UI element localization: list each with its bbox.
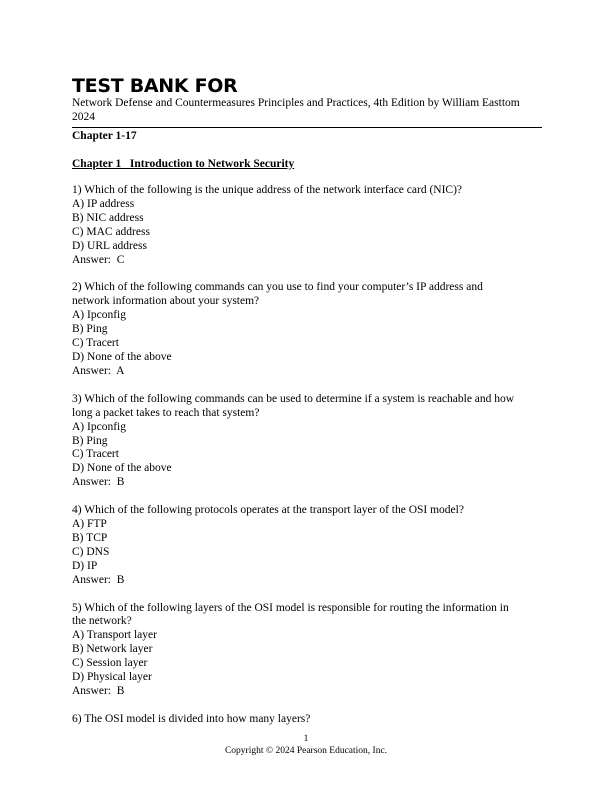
question-text: 5) Which of the following layers of the OSI model is responsible for routing the information in: [72, 601, 509, 614]
answer-option: C) Tracert: [72, 448, 119, 461]
question-text: 4) Which of the following protocols operates at the transport layer of the OSI model?: [72, 504, 464, 517]
page-number: 1: [303, 734, 309, 744]
answer-option: A) Transport layer: [72, 629, 157, 642]
question-item: [72, 602, 542, 699]
answer-option: B) Network layer: [72, 643, 153, 656]
answer-option: C) Tracert: [72, 337, 119, 350]
question-text: long a packet takes to reach that system?: [72, 406, 260, 419]
question-list: [72, 184, 542, 741]
question-text: the network?: [72, 615, 132, 628]
question-item: [72, 184, 542, 267]
answer-key: Answer: A: [72, 364, 125, 377]
answer-option: D) Physical layer: [72, 671, 152, 684]
question-text: 1) Which of the following is the unique address of the network interface card (NIC)?: [72, 184, 463, 196]
question-item: [72, 393, 542, 490]
answer-option: A) IP address: [72, 197, 135, 210]
header-divider: [72, 127, 542, 128]
answer-option: A) Ipconfig: [72, 309, 126, 322]
answer-key: Answer: C: [72, 253, 125, 266]
answer-option: C) MAC address: [72, 225, 150, 238]
chapter-range: Chapter 1-17: [72, 130, 137, 142]
document-subtitle: [72, 97, 542, 124]
question-item: [72, 504, 542, 587]
chapter-heading: Chapter 1 Introduction to Network Security: [72, 158, 295, 170]
question-text: 6) The OSI model is divided into how many layers?: [72, 712, 311, 725]
answer-option: B) Ping: [72, 323, 108, 336]
answer-option: A) FTP: [72, 518, 107, 531]
question-text: 2) Which of the following commands can you use to find your computer’s IP address and: [72, 281, 483, 294]
answer-option: B) NIC address: [72, 211, 144, 224]
answer-key: Answer: B: [72, 573, 125, 586]
answer-option: A) Ipconfig: [72, 420, 126, 433]
subtitle-year: 2024: [72, 110, 95, 123]
answer-key: Answer: B: [72, 685, 125, 697]
answer-option: C) Session layer: [72, 657, 148, 670]
question-item: [72, 281, 542, 378]
document-title: TEST BANK FOR: [72, 75, 238, 97]
question-text: network information about your system?: [72, 295, 260, 308]
answer-option: D) URL address: [72, 239, 147, 252]
copyright-notice: Copyright © 2024 Pearson Education, Inc.: [224, 746, 388, 756]
answer-option: B) TCP: [72, 531, 108, 544]
question-item: [72, 713, 542, 727]
answer-option: D) IP: [72, 559, 98, 572]
answer-option: D) None of the above: [72, 350, 172, 363]
subtitle-line: Network Defense and Countermeasures Principles and Practices, 4th Edition by William Easttom: [72, 97, 520, 109]
answer-option: B) Ping: [72, 434, 108, 447]
answer-key: Answer: B: [72, 476, 125, 489]
answer-option: C) DNS: [72, 545, 110, 558]
question-text: 3) Which of the following commands can be used to determine if a system is reachable and how: [72, 392, 515, 405]
answer-option: D) None of the above: [72, 462, 172, 475]
